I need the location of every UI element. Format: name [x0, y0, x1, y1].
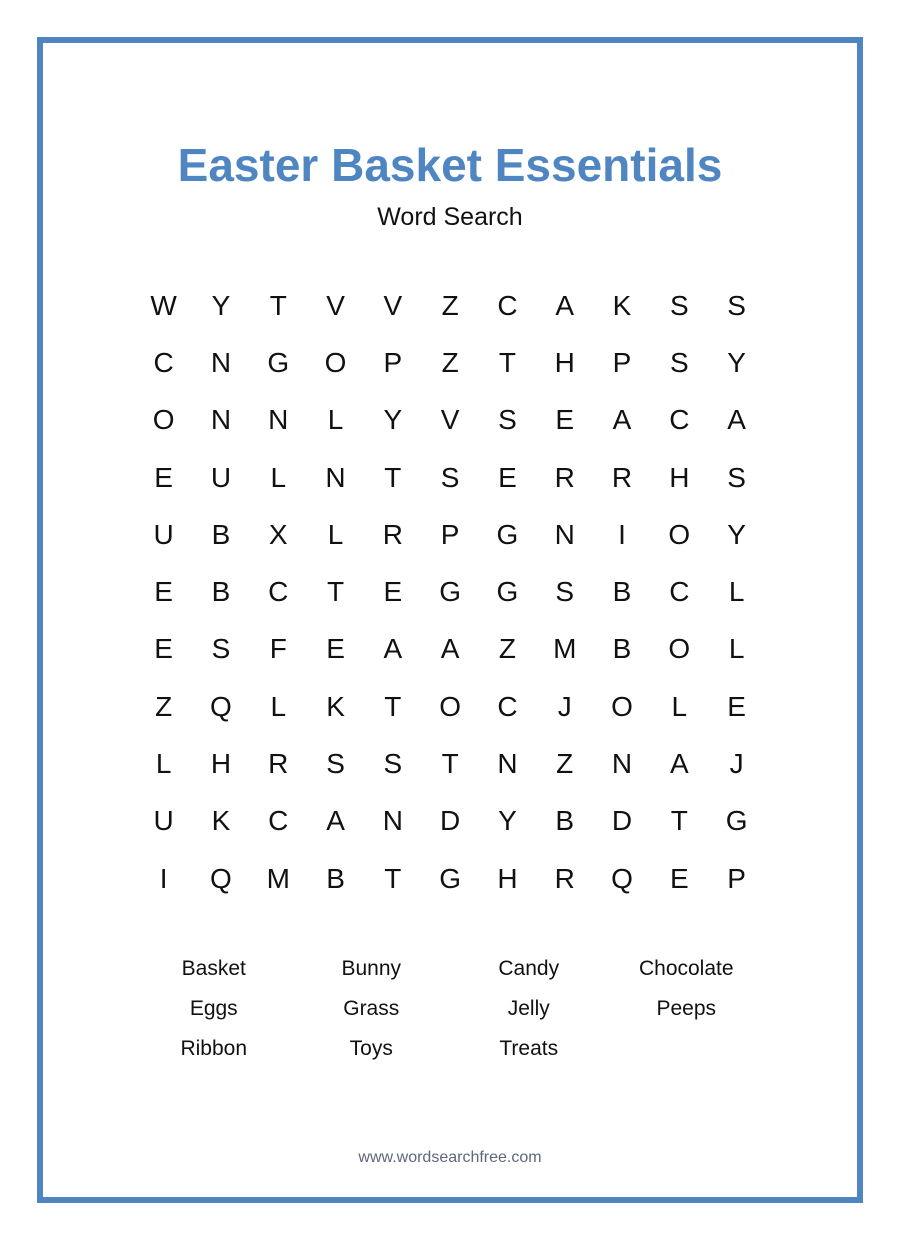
grid-cell[interactable]: S [383, 748, 403, 780]
word-list-item: Jelly [507, 997, 550, 1020]
footer-url[interactable]: www.wordsearchfree.com [358, 1149, 542, 1166]
word-list-item: Candy [498, 957, 560, 980]
grid-cell[interactable]: H [497, 862, 518, 894]
grid-cell[interactable]: S [727, 289, 746, 321]
grid-cell[interactable]: W [150, 289, 177, 321]
grid-cell[interactable]: E [383, 576, 403, 608]
grid-cell[interactable]: E [727, 690, 746, 722]
grid-cell[interactable]: J [557, 690, 572, 722]
grid-cell[interactable]: S [326, 748, 345, 780]
grid-cell[interactable]: R [268, 748, 289, 780]
grid-cell[interactable]: G [496, 576, 519, 608]
grid-cell[interactable]: S [498, 404, 517, 436]
grid-cell[interactable]: Q [210, 690, 232, 722]
grid-cell[interactable]: A [612, 404, 632, 436]
grid-cell[interactable]: Q [210, 862, 232, 894]
grid-cell[interactable]: C [268, 805, 289, 837]
grid-cell[interactable]: U [210, 461, 232, 493]
grid-cell[interactable]: L [270, 690, 287, 722]
grid-cell[interactable]: I [618, 518, 626, 550]
word-list [135, 950, 765, 1070]
grid-cell[interactable]: G [439, 576, 462, 608]
grid-cell[interactable]: C [497, 289, 518, 321]
grid-cell[interactable]: L [327, 404, 344, 436]
grid-cell[interactable]: T [670, 805, 688, 837]
grid-cell[interactable]: B [612, 633, 632, 665]
grid-cell[interactable]: I [159, 862, 168, 894]
grid-cell[interactable]: U [153, 518, 174, 550]
grid-cell[interactable]: E [326, 633, 345, 665]
grid-cell[interactable]: A [669, 748, 689, 780]
grid-cell[interactable]: N [611, 748, 633, 780]
grid-cell[interactable]: O [439, 690, 462, 722]
grid-cell[interactable]: L [671, 690, 688, 722]
grid-cell[interactable]: V [440, 404, 460, 436]
grid-cell[interactable]: P [727, 862, 746, 894]
grid-cell[interactable]: O [611, 690, 633, 722]
grid-cell[interactable]: O [324, 346, 347, 378]
grid-cell[interactable]: C [669, 576, 690, 608]
grid-cell[interactable]: N [325, 461, 346, 493]
grid-cell[interactable]: B [555, 805, 575, 837]
grid-cell[interactable]: G [725, 805, 748, 837]
grid-cell[interactable]: L [155, 748, 172, 780]
grid-cell[interactable]: V [383, 289, 403, 321]
grid-cell[interactable]: H [554, 346, 575, 378]
grid-cell[interactable]: B [211, 518, 231, 550]
grid-cell[interactable]: G [267, 346, 290, 378]
grid-cell[interactable]: D [611, 805, 633, 837]
word-list-item: Grass [343, 997, 400, 1020]
grid-cell[interactable]: X [268, 518, 288, 550]
grid-cell[interactable]: L [327, 518, 344, 550]
grid-cell[interactable]: U [153, 805, 174, 837]
grid-cell[interactable]: E [555, 404, 575, 436]
grid-cell[interactable]: N [210, 346, 232, 378]
grid-cell[interactable]: C [669, 404, 690, 436]
grid-cell[interactable]: E [154, 633, 173, 665]
grid-cell[interactable]: K [326, 690, 345, 722]
grid-cell[interactable]: N [497, 748, 518, 780]
grid-cell[interactable]: P [383, 346, 403, 378]
grid-cell[interactable]: A [727, 404, 746, 436]
grid-cell[interactable]: S [669, 289, 689, 321]
grid-cell[interactable]: T [384, 461, 402, 493]
grid-cell[interactable]: O [668, 518, 691, 550]
grid-cell[interactable]: S [669, 346, 689, 378]
grid-cell[interactable]: T [326, 576, 345, 608]
grid-cell[interactable]: R [554, 862, 575, 894]
grid-cell[interactable]: A [555, 289, 575, 321]
grid-cell[interactable]: T [269, 289, 287, 321]
grid-cell[interactable]: S [211, 633, 231, 665]
grid-cell[interactable]: T [384, 690, 402, 722]
grid-cell[interactable]: C [268, 576, 289, 608]
grid-cell[interactable]: H [210, 748, 232, 780]
word-list-item: Ribbon [180, 1037, 248, 1060]
grid-cell[interactable]: A [326, 805, 345, 837]
grid-cell[interactable]: R [554, 461, 575, 493]
grid-cell[interactable]: Y [211, 289, 231, 321]
grid-cell[interactable]: F [269, 633, 287, 665]
grid-cell[interactable]: Z [556, 748, 574, 780]
grid-cell[interactable]: B [211, 576, 231, 608]
grid-cell[interactable]: Y [727, 346, 746, 378]
grid-cell[interactable]: S [727, 461, 746, 493]
grid-cell[interactable]: K [211, 805, 231, 837]
grid-cell[interactable]: M [266, 862, 290, 894]
grid-cell[interactable]: O [152, 404, 175, 436]
word-list-item: Peeps [656, 997, 717, 1020]
word-list-item: Basket [181, 957, 246, 980]
grid-cell[interactable]: Z [155, 690, 173, 722]
grid-cell[interactable]: T [498, 346, 516, 378]
grid-cell[interactable]: R [382, 518, 403, 550]
grid-cell[interactable]: J [729, 748, 744, 780]
grid-cell[interactable]: H [669, 461, 690, 493]
grid-cell[interactable]: E [498, 461, 517, 493]
grid-cell[interactable]: S [440, 461, 460, 493]
grid-cell[interactable]: Z [441, 346, 459, 378]
grid-cell[interactable]: N [382, 805, 403, 837]
grid-cell[interactable]: C [497, 690, 518, 722]
grid-cell[interactable]: E [154, 576, 173, 608]
grid-cell[interactable]: V [326, 289, 345, 321]
grid-cell[interactable]: G [496, 518, 519, 550]
page-title: Easter Basket Essentials [177, 139, 723, 191]
word-list-item: Bunny [341, 957, 402, 980]
grid-cell[interactable]: K [612, 289, 632, 321]
word-list-item: Chocolate [638, 957, 734, 980]
grid-cell[interactable]: N [268, 404, 289, 436]
grid-cell[interactable]: T [384, 862, 402, 894]
grid-cell[interactable]: Y [498, 805, 517, 837]
grid-cell[interactable]: Y [383, 404, 403, 436]
grid-cell[interactable]: E [669, 862, 689, 894]
grid-cell[interactable]: A [383, 633, 403, 665]
grid-cell[interactable]: L [728, 633, 745, 665]
grid-cell[interactable]: R [611, 461, 633, 493]
word-list-item: Treats [499, 1037, 559, 1060]
grid-cell[interactable]: D [440, 805, 461, 837]
grid-cell[interactable]: L [728, 576, 745, 608]
grid-cell[interactable]: O [668, 633, 691, 665]
letter-grid [135, 277, 765, 907]
grid-cell[interactable]: B [326, 862, 345, 894]
grid-cell[interactable]: P [612, 346, 632, 378]
grid-cell[interactable]: N [210, 404, 232, 436]
grid-cell[interactable]: P [440, 518, 460, 550]
page-subtitle: Word Search [377, 203, 523, 231]
word-list-item: Toys [349, 1037, 393, 1060]
grid-cell[interactable]: A [440, 633, 460, 665]
grid-cell[interactable]: M [553, 633, 577, 665]
grid-cell[interactable]: T [441, 748, 459, 780]
word-list-item: Eggs [189, 997, 238, 1020]
grid-cell[interactable]: Z [441, 289, 459, 321]
grid-cell[interactable]: E [154, 461, 173, 493]
grid-cell[interactable]: N [554, 518, 575, 550]
grid-cell[interactable]: L [270, 461, 287, 493]
grid-cell[interactable]: G [439, 862, 462, 894]
grid-cell[interactable]: C [153, 346, 174, 378]
grid-cell[interactable]: S [555, 576, 575, 608]
grid-cell[interactable]: B [612, 576, 632, 608]
grid-cell[interactable]: Y [727, 518, 746, 550]
grid-cell[interactable]: Q [611, 862, 633, 894]
grid-cell[interactable]: Z [498, 633, 516, 665]
